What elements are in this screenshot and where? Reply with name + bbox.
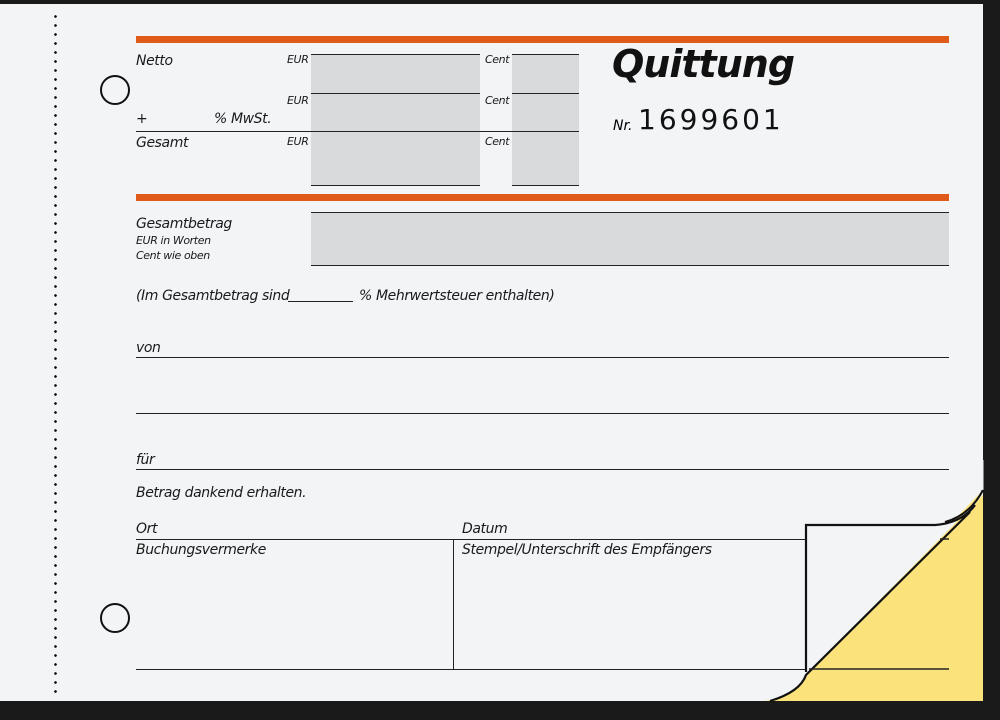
fuer-label: für xyxy=(136,452,155,468)
punch-hole-top xyxy=(100,75,130,105)
accent-bar-top xyxy=(136,36,949,43)
gesamt-label: Gesamt xyxy=(136,135,189,151)
booking-notes-label: Buchungsvermerke xyxy=(136,542,266,558)
eur-label: EUR xyxy=(287,135,309,148)
vat-percent-field[interactable] xyxy=(288,301,353,302)
vat-note-start: (Im Gesamtbetrag sind xyxy=(136,288,290,304)
mwst-label: % MwSt. xyxy=(214,111,272,127)
von-field-2[interactable] xyxy=(136,413,949,414)
cent-label: Cent xyxy=(485,94,510,107)
receipt-number: 1699601 xyxy=(638,103,784,136)
datum-label: Datum xyxy=(462,521,508,537)
plus-label: + xyxy=(136,111,148,127)
eur-field[interactable] xyxy=(311,55,480,186)
received-note: Betrag dankend erhalten. xyxy=(136,485,307,501)
cent-field[interactable] xyxy=(512,55,579,186)
eur-label: EUR xyxy=(287,94,309,107)
von-label: von xyxy=(136,340,161,356)
netto-label: Netto xyxy=(136,53,173,69)
cent-label: Cent xyxy=(485,53,510,66)
gesamtbetrag-label: Gesamtbetrag xyxy=(136,216,232,232)
ort-label: Ort xyxy=(136,521,158,537)
total-in-words-field[interactable] xyxy=(311,213,949,266)
cent-label: Cent xyxy=(485,135,510,148)
sum-line xyxy=(136,131,579,132)
signature-label: Stempel/Unterschrift des Empfängers xyxy=(462,542,712,558)
von-field[interactable] xyxy=(136,357,949,358)
number-label: Nr. xyxy=(613,118,633,134)
cent-note-label: Cent wie oben xyxy=(136,249,210,262)
eur-in-words-label: EUR in Worten xyxy=(136,234,211,247)
eur-label: EUR xyxy=(287,53,309,66)
accent-bar-middle xyxy=(136,194,949,201)
page-title: Quittung xyxy=(612,42,795,86)
punch-hole-bottom xyxy=(100,603,130,633)
perforation xyxy=(54,12,57,694)
page-curl xyxy=(700,460,1000,720)
vat-note-end: % Mehrwertsteuer enthalten) xyxy=(359,288,555,304)
